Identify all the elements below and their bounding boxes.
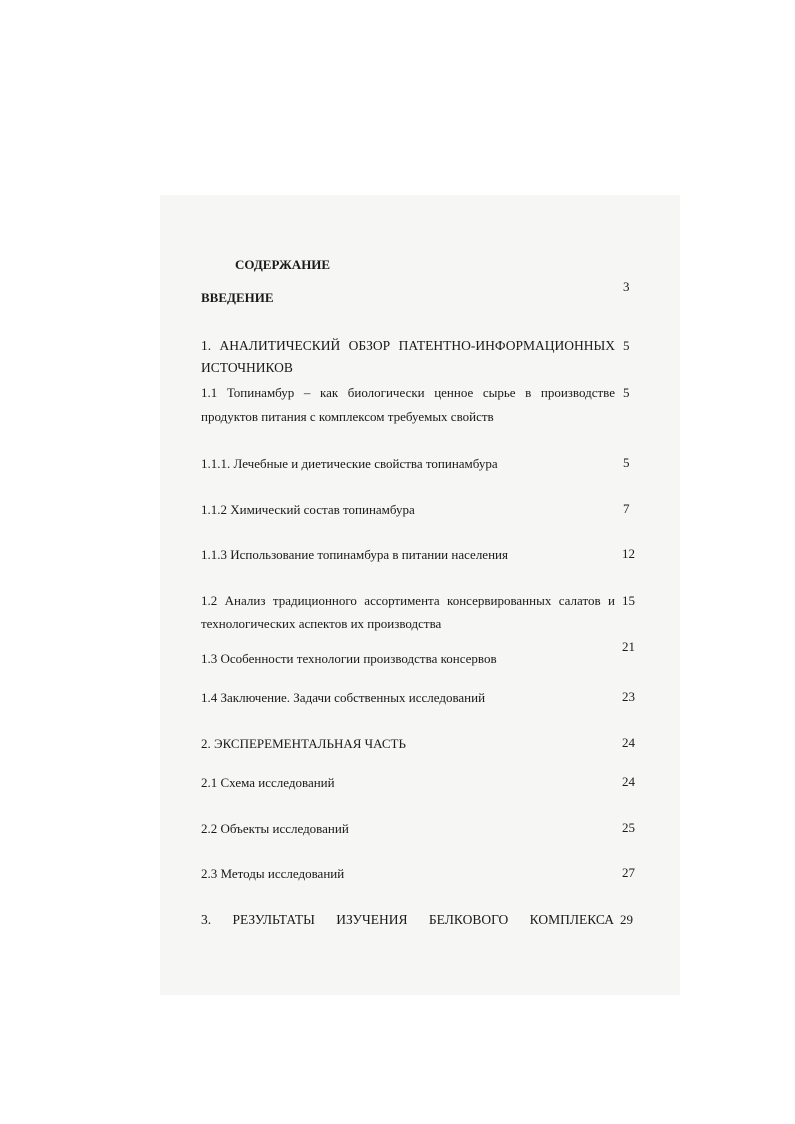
- toc-entry-2-1: 2.1 Схема исследований: [201, 775, 335, 790]
- toc-entry-1-2-line2: технологических аспектов их производства: [201, 616, 442, 631]
- toc-entry-1-4: 1.4 Заключение. Задачи собственных исследований: [201, 690, 486, 705]
- toc-entry-1-2-line1: 1.2 Анализ традиционного ассортимента консервированных салатов и: [201, 593, 615, 608]
- toc-entry-intro: ВВЕДЕНИЕ: [201, 290, 274, 305]
- toc-page-intro: 3: [623, 279, 630, 294]
- toc-page-2-2: 25: [622, 820, 635, 835]
- toc-page-2-3: 27: [622, 865, 635, 880]
- toc-entry-1-1-3: 1.1.3 Использование топинамбура в питании населения: [201, 547, 508, 562]
- toc-entry-2-3: 2.3 Методы исследований: [201, 866, 345, 881]
- toc-page-2: 24: [622, 735, 635, 750]
- toc-page-1-3: 21: [622, 639, 635, 654]
- toc-entry-1-1-2: 1.1.2 Химический состав топинамбура: [201, 502, 415, 517]
- toc-entry-1-line2: ИСТОЧНИКОВ: [201, 360, 293, 375]
- toc-page-2-1: 24: [622, 774, 635, 789]
- toc-entry-1-1-line2: продуктов питания с комплексом требуемых свойств: [201, 409, 494, 424]
- toc-page-1: 5: [623, 338, 630, 353]
- toc-page-1-4: 23: [622, 689, 635, 704]
- toc-page-1-1-1: 5: [623, 455, 630, 470]
- toc-entry-1-3: 1.3 Особенности технологии производства консервов: [201, 651, 497, 666]
- toc-entry-2-2: 2.2 Объекты исследований: [201, 821, 349, 836]
- toc-page-1-1-3: 12: [622, 546, 635, 561]
- toc-page-1-1-2: 7: [623, 501, 630, 516]
- toc-title: СОДЕРЖАНИЕ: [235, 257, 331, 272]
- toc-page-1-2: 15: [622, 593, 635, 608]
- toc-page-3: 29: [620, 912, 633, 927]
- toc-entry-1-1-1: 1.1.1. Лечебные и диетические свойства топинамбура: [201, 456, 498, 471]
- toc-page-1-1: 5: [623, 385, 630, 400]
- toc-entry-1-line1: 1. АНАЛИТИЧЕСКИЙ ОБЗОР ПАТЕНТНО-ИНФОРМАЦИОННЫХ: [201, 338, 615, 353]
- toc-entry-2: 2. ЭКСПЕРЕМЕНТАЛЬНАЯ ЧАСТЬ: [201, 736, 406, 751]
- toc-entry-3: 3. РЕЗУЛЬТАТЫ ИЗУЧЕНИЯ БЕЛКОВОГО КОМПЛЕКСА: [201, 912, 614, 927]
- toc-entry-1-1-line1: 1.1 Топинамбур – как биологически ценное сырье в производстве: [201, 385, 615, 400]
